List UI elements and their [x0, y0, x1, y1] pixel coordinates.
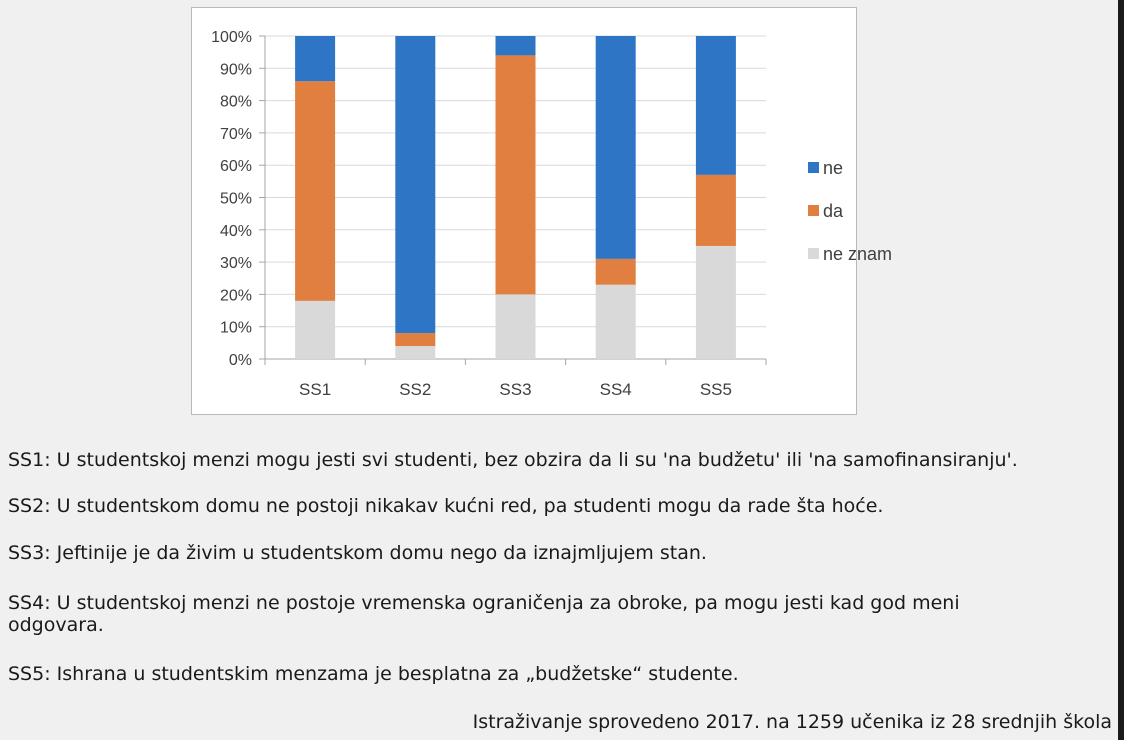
y-tick-label: 80%	[219, 93, 252, 111]
y-tick-label: 40%	[219, 222, 252, 240]
statement-ss5: SS5: Ishrana u studentskim menzama je besplatna za „budžetske“ studente.	[8, 663, 739, 685]
bar-ne-znam-ss5	[696, 246, 736, 359]
bar-da-ss4	[596, 259, 636, 285]
x-tick-label: SS3	[499, 380, 532, 399]
bar-ne-ss5	[696, 36, 736, 175]
bar-da-ss2	[395, 333, 435, 346]
y-tick-label: 100%	[211, 29, 252, 46]
legend-swatch-ne-znam	[808, 248, 819, 259]
bar-ne-znam-ss2	[395, 346, 435, 359]
bar-da-ss5	[696, 175, 736, 246]
window-edge	[1118, 0, 1124, 740]
bar-ne-ss2	[395, 36, 435, 333]
legend-label-ne-znam: ne znam	[823, 244, 893, 264]
bar-ne-ss3	[496, 36, 536, 55]
statement-ss1: SS1: U studentskoj menzi mogu jesti svi studenti, bez obzira da li su 'na budžetu' ili 'na samofinansiranju'.	[8, 449, 1018, 471]
y-tick-label: 60%	[219, 158, 252, 176]
x-tick-label: SS4	[599, 380, 632, 399]
statement-ss3: SS3: Jeftinije je da živim u studentskom domu nego da iznajmljujem stan.	[8, 542, 707, 564]
y-tick-label: 90%	[219, 61, 252, 79]
legend-label-ne: ne	[823, 158, 844, 178]
y-tick-label: 10%	[219, 319, 252, 337]
bar-ne-znam-ss1	[295, 301, 335, 359]
bar-ne-ss4	[596, 36, 636, 259]
y-tick-label: 0%	[228, 352, 252, 369]
chart-container	[191, 7, 893, 415]
y-tick-label: 70%	[219, 125, 252, 143]
statement-ss4: SS4: U studentskoj menzi ne postoje vremenska ograničenja za obroke, pa mogu jesti kad god meni odgovara.	[8, 592, 960, 636]
y-tick-label: 20%	[219, 287, 252, 305]
x-tick-label: SS2	[399, 380, 432, 399]
bar-ne-znam-ss4	[596, 285, 636, 359]
y-tick-label: 50%	[219, 190, 252, 208]
bar-da-ss1	[295, 81, 335, 301]
stacked-bar-chart	[192, 8, 893, 416]
source-note: Istraživanje sprovedeno 2017. na 1259 učenika iz 28 srednjih škola	[472, 711, 1112, 733]
bar-ne-ss1	[295, 36, 335, 81]
bar-ne-znam-ss3	[496, 294, 536, 359]
bar-da-ss3	[496, 55, 536, 294]
legend-label-da: da	[823, 201, 844, 221]
statement-ss2: SS2: U studentskom domu ne postoji nikakav kućni red, pa studenti mogu da rade šta hoće.	[8, 495, 884, 517]
legend-swatch-da	[808, 205, 819, 216]
x-tick-label: SS5	[699, 380, 732, 399]
legend-swatch-ne	[808, 162, 819, 173]
y-tick-label: 30%	[219, 255, 252, 273]
x-tick-label: SS1	[299, 380, 332, 399]
